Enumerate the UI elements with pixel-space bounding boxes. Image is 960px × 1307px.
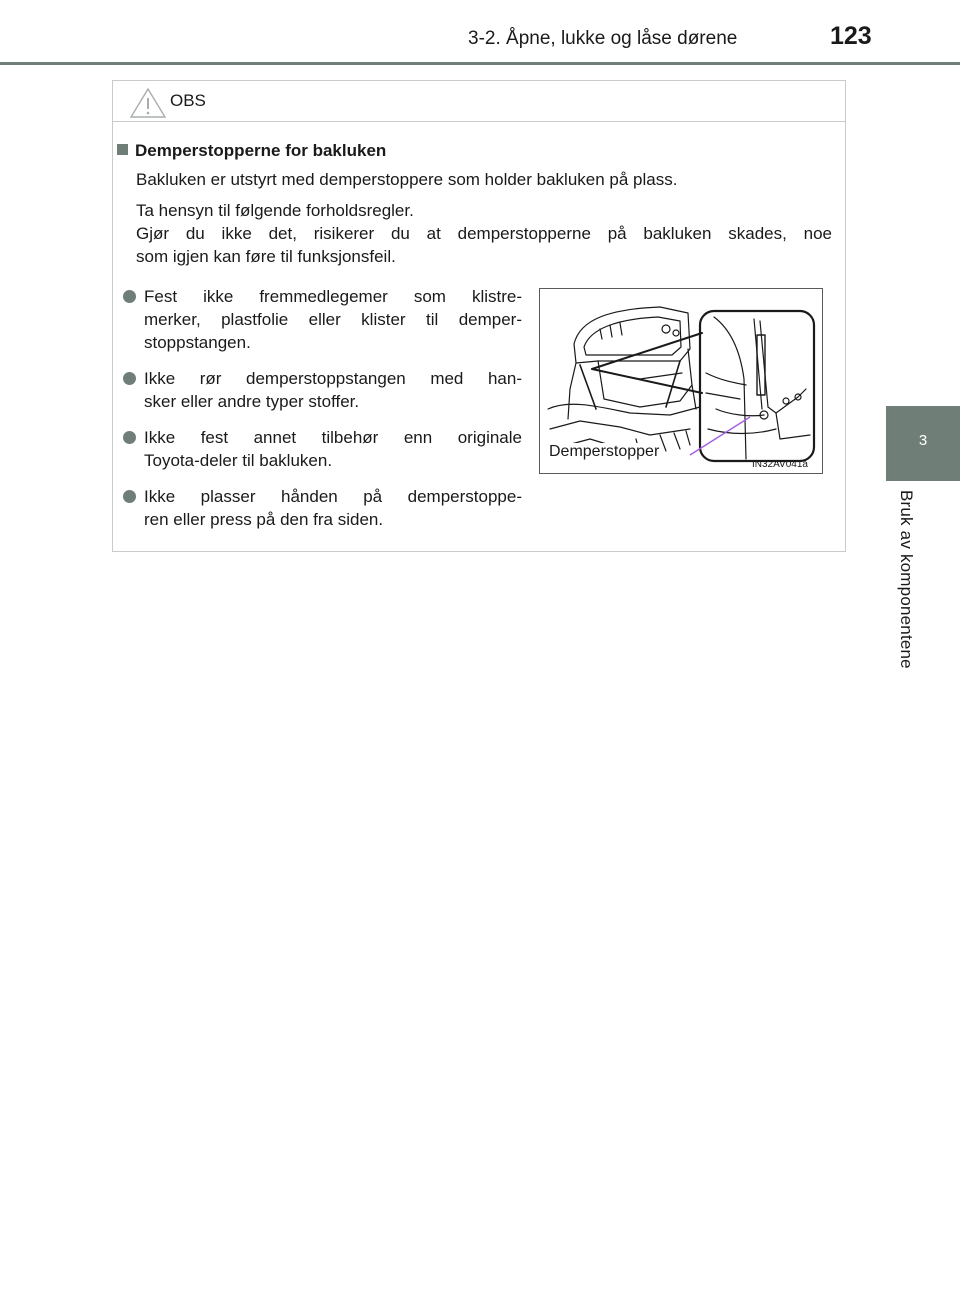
page-number: 123 bbox=[830, 22, 872, 50]
list-item-line: Ikke rør demperstoppstangen med han- bbox=[144, 369, 522, 388]
chapter-number: 3 bbox=[918, 432, 928, 449]
section-heading-text: Demperstopperne for bakluken bbox=[135, 141, 387, 160]
list-item-line: merker, plastfolie eller klister til demper- bbox=[144, 310, 522, 329]
precaution-paragraph bbox=[136, 199, 832, 268]
list-item bbox=[121, 367, 522, 413]
bullet-dot-icon bbox=[123, 431, 136, 444]
tailgate-damper-illustration bbox=[539, 288, 823, 474]
list-item-line: Toyota-deler til bakluken. bbox=[144, 451, 333, 470]
header-rule bbox=[0, 62, 960, 65]
list-item bbox=[121, 426, 522, 472]
caution-header bbox=[113, 81, 845, 122]
list-item-line: Fest ikke fremmedlegemer som klistre- bbox=[144, 287, 522, 306]
square-bullet-icon bbox=[117, 144, 128, 155]
chapter-tab bbox=[886, 406, 960, 481]
list-item-line: ren eller press på den fra siden. bbox=[144, 510, 384, 529]
figure-callout-label: Demperstopper bbox=[549, 443, 660, 460]
list-item-line: Ikke plasser hånden på demperstoppe- bbox=[144, 487, 522, 506]
running-header-section: 3-2. Åpne, lukke og låse dørene bbox=[468, 28, 738, 49]
list-item bbox=[121, 485, 522, 531]
precaution-line: Gjør du ikke det, risikerer du at demperstopperne på bakluken skades, noe bbox=[136, 224, 832, 243]
intro-paragraph: Bakluken er utstyrt med demperstoppere som holder bakluken på plass. bbox=[136, 170, 678, 189]
section-heading bbox=[117, 141, 386, 161]
caution-box bbox=[112, 80, 846, 552]
figure-image-code: IN32AV041a bbox=[752, 459, 808, 470]
caution-title: OBS bbox=[170, 91, 206, 110]
chapter-title: Bruk av komponentene bbox=[897, 490, 916, 669]
bullet-dot-icon bbox=[123, 372, 136, 385]
bullet-dot-icon bbox=[123, 490, 136, 503]
list-item bbox=[121, 285, 522, 354]
list-item-line: Ikke fest annet tilbehør enn originale bbox=[144, 428, 522, 447]
precaution-line: som igjen kan føre til funksjonsfeil. bbox=[136, 247, 396, 266]
precaution-list bbox=[121, 285, 522, 544]
precaution-line: Ta hensyn til følgende forholdsregler. bbox=[136, 201, 414, 220]
warning-triangle-icon bbox=[129, 87, 167, 119]
list-item-line: sker eller andre typer stoffer. bbox=[144, 392, 360, 411]
bullet-dot-icon bbox=[123, 290, 136, 303]
list-item-line: stoppstangen. bbox=[144, 333, 251, 352]
